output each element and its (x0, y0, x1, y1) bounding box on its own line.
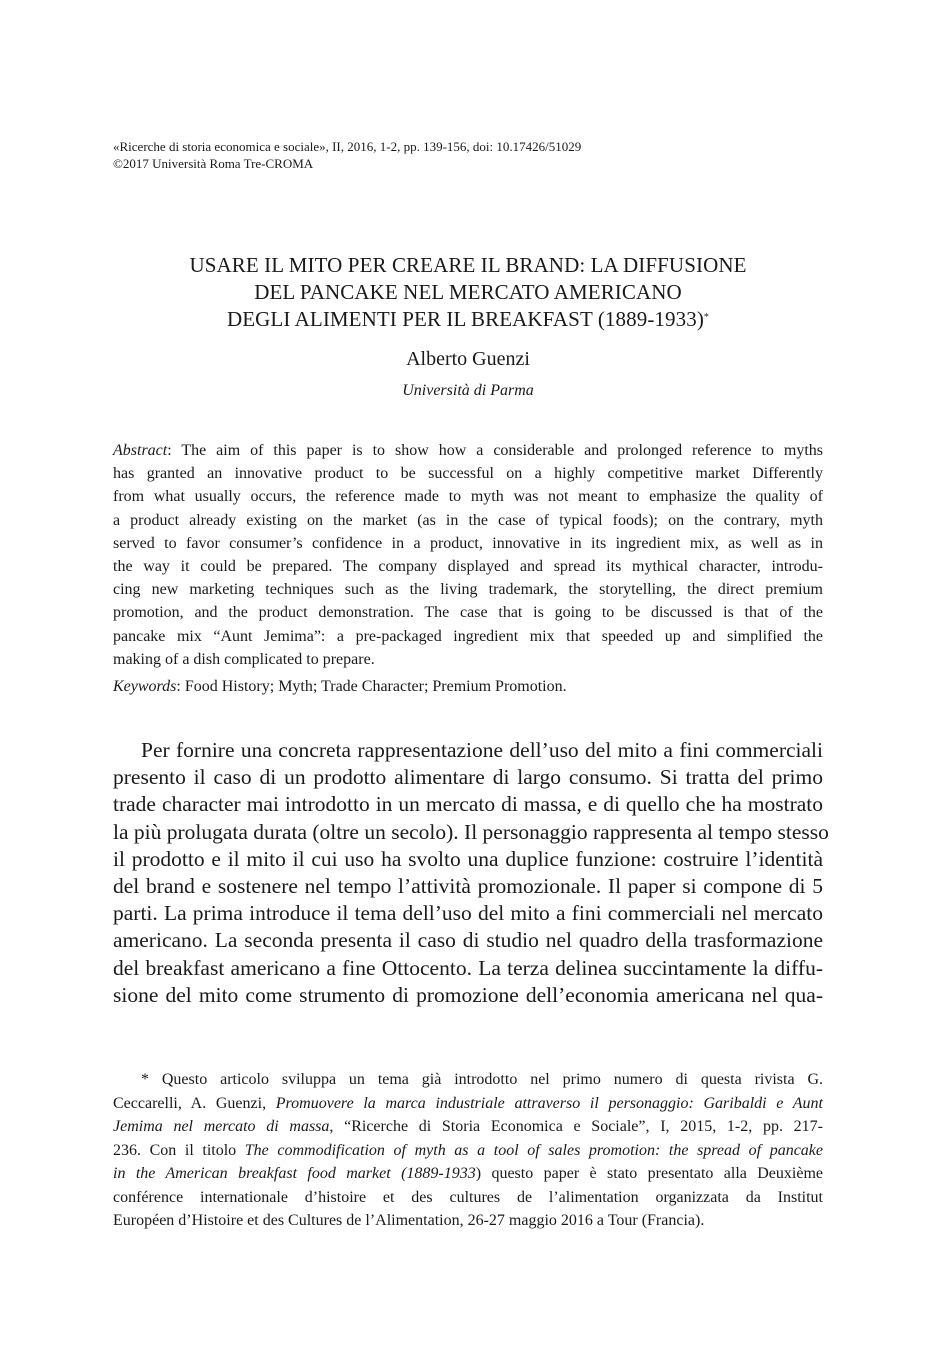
abstract-line: from what usually occurs, the reference made to myth was not meant to emphasize the quality of (113, 488, 823, 506)
footnote-line (113, 1139, 823, 1163)
title-footnote-mark[interactable]: * (703, 312, 710, 323)
abstract-label: Abstract (113, 442, 168, 459)
keywords (113, 675, 823, 698)
footnote-italic: The commodification of myth as a tool of sales promotion: the spread of pancake (244, 1141, 824, 1159)
footnote-line: conférence internationale d’histoire et des cultures de l’alimentation organizzata da Institut (113, 1188, 823, 1206)
body-line: il prodotto e il mito il cui uso ha svolto una duplice funzione: costruire l’identità (113, 846, 823, 871)
body-line: del brand e sostenere nel tempo l’attività promozionale. Il paper si compone di 5 (113, 874, 823, 899)
body-line: trade character mai introdotto in un mercato di massa, e di quello che ha mostrato (113, 792, 823, 817)
title-line: USARE IL MITO PER CREARE IL BRAND: LA DIFFUSIONE (189, 253, 747, 277)
author-name: Alberto Guenzi (406, 348, 530, 370)
footnote-line (113, 1092, 823, 1116)
body-line: del breakfast americano a fine Ottocento. La terza delinea succintamente la diffu- (113, 955, 823, 980)
footnote-text: 236. Con il titolo (113, 1141, 245, 1159)
abstract (113, 439, 823, 671)
footnote-italic: Jemima nel mercato di massa (113, 1118, 330, 1135)
citation-line: «Ricerche di storia economica e sociale», II, 2016, 1-2, pp. 139-156, doi: 10.17426/51029 (113, 139, 582, 154)
journal-citation (113, 138, 823, 172)
body-line: la più prolugata durata (oltre un secolo). Il personaggio rappresenta al tempo stesso (113, 819, 829, 844)
footnote-italic: Promuovere la marca industriale attraverso il personaggio: Garibaldi e Aunt (275, 1094, 824, 1112)
abstract-line: promotion, and the product demonstration. The case that is going to be discussed is that of the (113, 604, 823, 622)
footnote-line (113, 1162, 823, 1186)
footnote-italic: in the American breakfast food market (1889-1933 (113, 1165, 476, 1182)
footnote-line: Européen d’Histoire et des Cultures de l’Alimentation, 26-27 maggio 2016 a Tour (Francia). (113, 1212, 705, 1229)
footnote-text: Ceccarelli, A. Guenzi, (113, 1094, 276, 1112)
abstract-line: pancake mix “Aunt Jemima”: a pre-packaged ingredient mix that speeded up and simplified the (113, 627, 823, 645)
abstract-line: has granted an innovative product to be successful on a highly competitive market Differently (113, 465, 823, 483)
keywords-label: Keywords (113, 678, 177, 695)
abstract-line (113, 439, 823, 462)
abstract-line: a product already existing on the market (as in the case of typical foods); on the contrary, myth (113, 511, 823, 529)
title-line-text: DEGLI ALIMENTI PER IL BREAKFAST (1889-1933) (226, 307, 704, 331)
body-line: americano. La seconda presenta il caso di studio nel quadro della trasformazione (113, 928, 823, 953)
footnote-line (113, 1115, 823, 1139)
body-paragraph (113, 737, 829, 1009)
title-line: DEL PANCAKE NEL MERCATO AMERICANO (254, 280, 682, 304)
footnote (113, 1068, 823, 1233)
footnote-text: , “Ricerche di Storia Economica e Sociale”, I, 2015, 1-2, pp. 217- (329, 1118, 823, 1135)
author-affiliation: Università di Parma (402, 382, 534, 399)
title-line (113, 306, 823, 333)
body-line: parti. La prima introduce il tema dell’uso del mito a fini commerciali nel mercato (113, 901, 823, 926)
abstract-line: the way it could be prepared. The company displayed and spread its mythical character, introdu- (113, 558, 823, 576)
body-line: presento il caso di un prodotto alimentare di largo consumo. Si tratta del primo (113, 765, 823, 790)
footnote-line: * Questo articolo sviluppa un tema già introdotto nel primo numero di questa rivista G. (141, 1071, 823, 1088)
body-line: Per fornire una concreta rappresentazione dell’uso del mito a fini commerciali (141, 738, 823, 762)
keywords-text: : Food History; Myth; Trade Character; Premium Promotion. (176, 678, 567, 695)
article-title (113, 252, 823, 333)
copyright-line: ©2017 Università Roma Tre-CROMA (113, 156, 314, 171)
abstract-line: served to favor consumer’s confidence in a product, innovative in its ingredient mix, as well as in (113, 534, 823, 552)
abstract-line: cing new marketing techniques such as the living trademark, the storytelling, the direct premium (113, 581, 823, 599)
footnote-text: ) questo paper è stato presentato alla Deuxième (475, 1165, 824, 1182)
abstract-line: making of a dish complicated to prepare. (113, 650, 375, 668)
body-line: sione del mito come strumento di promozione dell’economia americana nel qua- (113, 982, 823, 1007)
abstract-text: : The aim of this paper is to show how a considerable and prolonged reference to myths (167, 442, 823, 459)
